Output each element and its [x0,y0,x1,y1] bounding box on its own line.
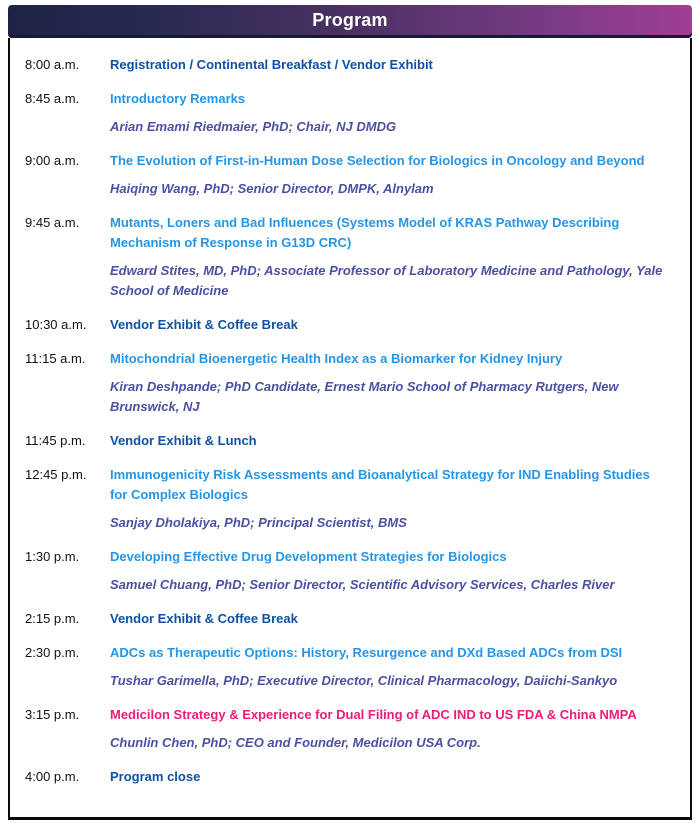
speaker-line: Edward Stites, MD, PhD; Associate Professor of Laboratory Medicine and Pathology, Yale School of Medicine [110,263,663,298]
time-label: 10:30 a.m. [25,317,87,332]
schedule-row [10,315,690,335]
time-label: 1:30 p.m. [25,549,80,564]
session-title: Immunogenicity Risk Assessments and Bioanalytical Strategy for IND Enabling Studies for Complex Biologics [110,467,650,502]
schedule-row [10,609,690,629]
time-label: 8:00 a.m. [25,57,80,72]
time-label: 2:30 p.m. [25,645,80,660]
session-title: Registration / Continental Breakfast / Vendor Exhibit [110,57,433,72]
session-title: Medicilon Strategy & Experience for Dual Filing of ADC IND to US FDA & China NMPA [110,707,637,722]
schedule-row [10,547,690,595]
schedule-row [10,151,690,199]
time-label: 9:45 a.m. [25,215,80,230]
time-label: 11:45 p.m. [25,433,86,448]
session-title: Vendor Exhibit & Lunch [110,433,257,448]
session-title: ADCs as Therapeutic Options: History, Resurgence and DXd Based ADCs from DSI [110,645,623,660]
session-title: Developing Effective Drug Development Strategies for Biologics [110,549,507,564]
schedule-row [10,55,690,75]
row-content [110,547,690,595]
row-content [110,767,690,787]
speaker-line: Arian Emami Riedmaier, PhD; Chair, NJ DMDG [110,119,397,134]
row-content [110,151,690,199]
row-content [110,89,690,137]
row-content [110,705,690,753]
session-title: Mutants, Loners and Bad Influences (Systems Model of KRAS Pathway Describing Mechanism of Response in G13D CRC) [110,215,620,250]
speaker-line: Chunlin Chen, PhD; CEO and Founder, Medicilon USA Corp. [110,735,481,750]
session-title: Mitochondrial Bioenergetic Health Index as a Biomarker for Kidney Injury [110,351,563,366]
schedule-row [10,465,690,533]
row-content [110,315,690,335]
session-title: Program close [110,769,201,784]
speaker-line: Haiqing Wang, PhD; Senior Director, DMPK, Alnylam [110,181,434,196]
time-label: 11:15 a.m. [25,351,86,366]
row-content [110,643,690,691]
row-content [110,213,690,301]
schedule-row [10,213,690,301]
speaker-line: Tushar Garimella, PhD; Executive Director, Clinical Pharmacology, Daiichi-Sankyo [110,673,618,688]
time-label: 12:45 p.m. [25,467,87,482]
time-label: 9:00 a.m. [25,153,80,168]
session-title: Vendor Exhibit & Coffee Break [110,611,298,626]
schedule-row [10,705,690,753]
speaker-line: Kiran Deshpande; PhD Candidate, Ernest Mario School of Pharmacy Rutgers, New Brunswick, NJ [110,379,619,414]
time-label: 3:15 p.m. [25,707,80,722]
speaker-line: Sanjay Dholakiya, PhD; Principal Scientist, BMS [110,515,407,530]
program-header-bar [8,5,692,38]
session-title: Vendor Exhibit & Coffee Break [110,317,298,332]
session-title: The Evolution of First-in-Human Dose Selection for Biologics in Oncology and Beyond [110,153,645,168]
page-title: Program [312,10,388,30]
speaker-line: Samuel Chuang, PhD; Senior Director, Scientific Advisory Services, Charles River [110,577,615,592]
program-schedule-box [8,38,692,820]
schedule-row [10,767,690,787]
time-label: 2:15 p.m. [25,611,80,626]
row-content [110,609,690,629]
time-label: 8:45 a.m. [25,91,80,106]
row-content [110,431,690,451]
row-content [110,349,690,417]
time-label: 4:00 p.m. [25,769,80,784]
row-content [110,55,690,75]
schedule-row [10,349,690,417]
row-content [110,465,690,533]
session-title: Introductory Remarks [110,91,246,106]
schedule-row [10,643,690,691]
schedule-row [10,89,690,137]
schedule-row [10,431,690,451]
